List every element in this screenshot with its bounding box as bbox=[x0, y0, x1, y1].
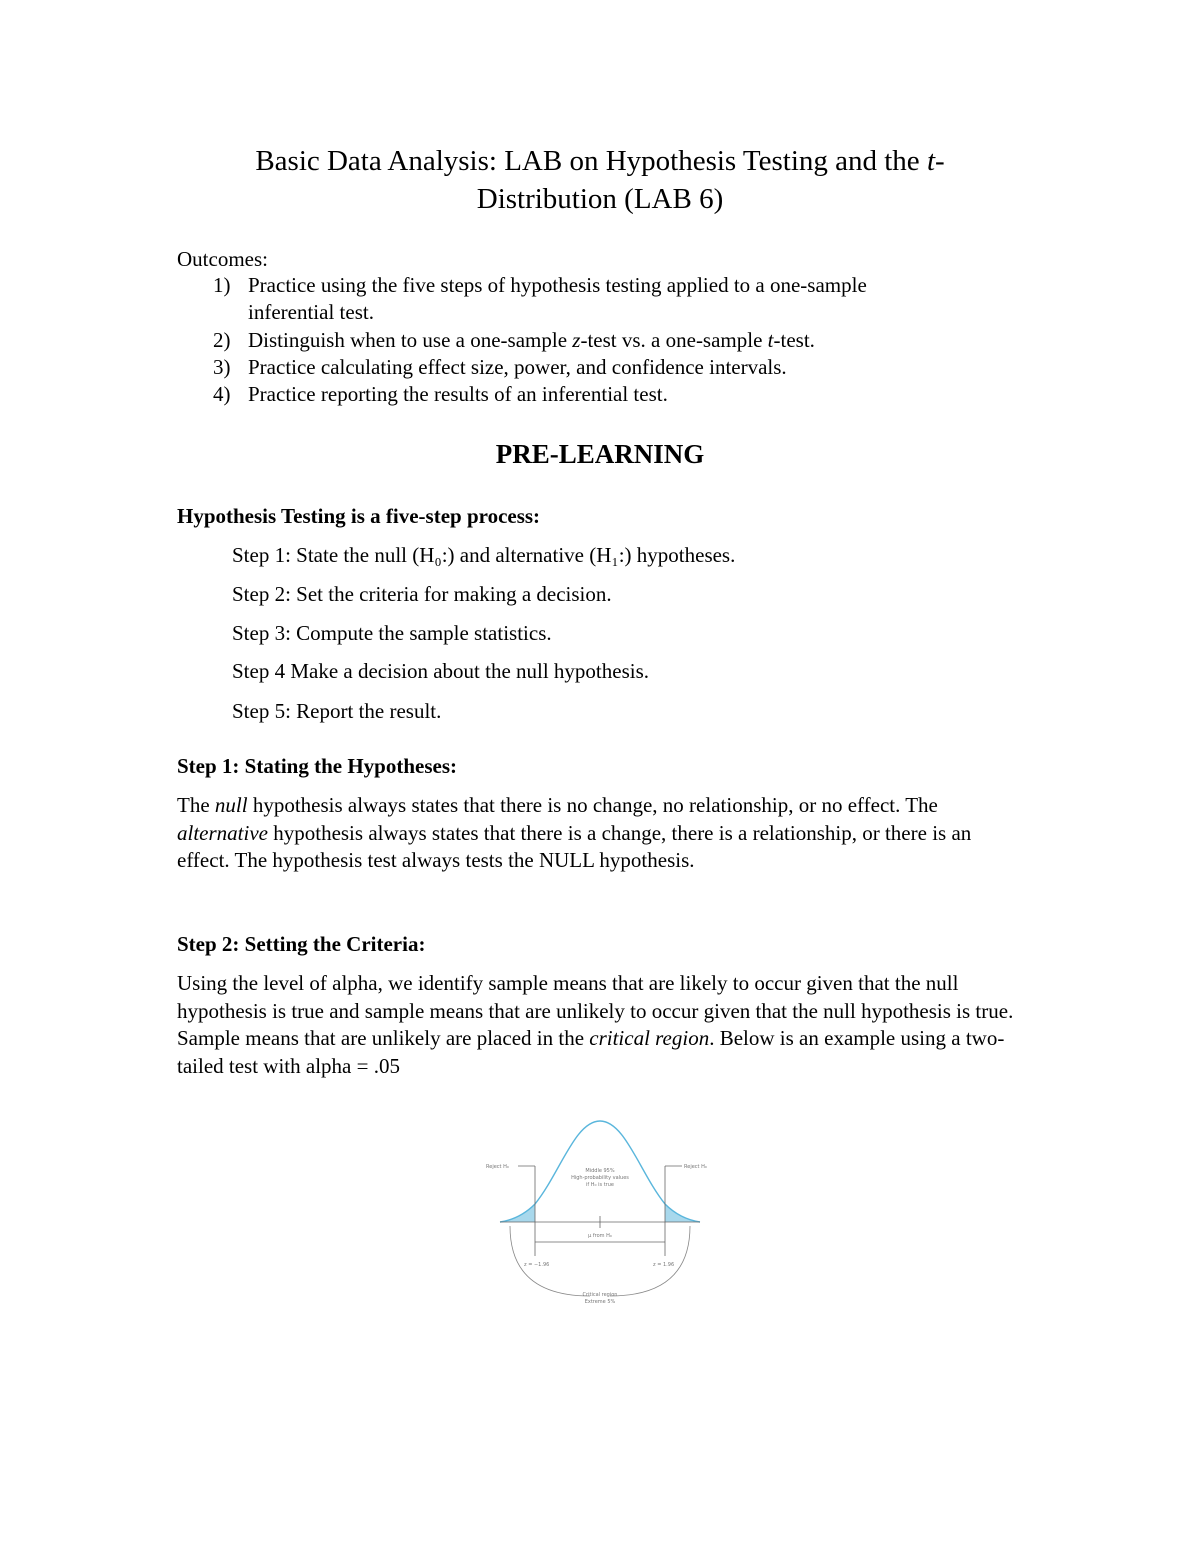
title-line-1: Basic Data Analysis: LAB on Hypothesis Testing and the t- bbox=[255, 145, 945, 177]
z-right-label: z = 1.96 bbox=[653, 1262, 675, 1268]
middle-label-line-3: if H₀ is true bbox=[586, 1182, 614, 1188]
outcomes-heading: Outcomes: bbox=[177, 247, 268, 271]
middle-label-line-1: Middle 95% bbox=[585, 1168, 615, 1174]
reject-left-label: Reject H₀ bbox=[486, 1164, 509, 1170]
step2-paragraph: Using the level of alpha, we identify sample means that are likely to occur given that the null hypothesis is true and sample means that are unlikely to occur given that the null hypothesis is true. Sample means that are unlikely are placed in the critical region. Below is an example using a two-tailed test with alpha = .05 bbox=[177, 971, 1014, 1078]
reject-right-label: Reject H₀ bbox=[684, 1164, 707, 1170]
critical-region-label-2: Extreme 5% bbox=[584, 1299, 616, 1305]
step-line-3: Step 3: Compute the sample statistics. bbox=[232, 621, 552, 645]
document-page: Basic Data Analysis: LAB on Hypothesis Testing and the t- Distribution (LAB 6) Outcomes: 1) Practice using the five steps of hypothesis testing applied to a one-sample inferential test. 2) Distinguish when to use a one-sample z-test vs. a one-sample t-test. 3) Practice calculating effect size, power, and confidence intervals. 4) Practice reporting the results of an inferential test. PRE-LEARNING Hypothesis Testing is a five-step process: Step 1: State the null (H₀:) and alternative (H₁:) hypotheses. Step 2: Set the criteria for making a decision. Step 3: Compute the sample statistics. Step 4 Make a decision about the null hypothesis. Step 5: Report the result. Step 1: Stating the Hypotheses: The null hypothesis always states that there is no change, no relationship, or no effect. The alternative hypothesis always states that there is a change, there is a relationship, or there is an effect. The hypothesis test always tests the NULL hypothesis. Step 2: Setting the Criteria: Using the level of alpha, we identify sample means that are likely to occur given that the null hypothesis is true and sample means that are unlikely to occur given that the null hypothesis is true. Sample means that are unlikely are placed in the critical region. Below is an example using a two-tailed test with alpha = .05 Reject H₀ Reject H₀ Middle 95% High-probability values if H₀ is true μ from H₀ z = −1.96 z = 1.96 Critical region Extreme 5% bbox=[0, 0, 1200, 1553]
step-line-2: Step 2: Set the criteria for making a decision. bbox=[232, 582, 612, 606]
critical-region-label-1: Critical region bbox=[582, 1292, 618, 1298]
left-tail-region bbox=[500, 1204, 535, 1222]
title-line-2: Distribution (LAB 6) bbox=[476, 183, 724, 215]
right-tail-region bbox=[665, 1204, 700, 1222]
step-line-1: Step 1: State the null (H₀:) and alternative (H₁:) hypotheses. bbox=[232, 543, 736, 567]
document-title bbox=[180, 142, 1020, 218]
middle-label-line-2: High-probability values bbox=[571, 1175, 629, 1181]
process-heading: Hypothesis Testing is a five-step process: bbox=[177, 504, 541, 528]
step2-heading: Step 2: Setting the Criteria: bbox=[177, 932, 426, 956]
step-line-5: Step 5: Report the result. bbox=[232, 699, 442, 723]
step1-paragraph: The null hypothesis always states that there is no change, no relationship, or no effect. The alternative hypothesis always states that there is a change, there is a relationship, or there is an effect. The hypothesis test always tests the NULL hypothesis. bbox=[177, 793, 972, 872]
pre-learning-heading: PRE-LEARNING bbox=[495, 439, 705, 469]
step1-heading: Step 1: Stating the Hypotheses: bbox=[177, 754, 458, 778]
z-left-label: z = −1.96 bbox=[524, 1262, 550, 1268]
mu-label: μ from H₀ bbox=[588, 1233, 612, 1239]
critical-region-figure bbox=[480, 1118, 720, 1318]
step-line-4: Step 4 Make a decision about the null hypothesis. bbox=[232, 659, 650, 683]
